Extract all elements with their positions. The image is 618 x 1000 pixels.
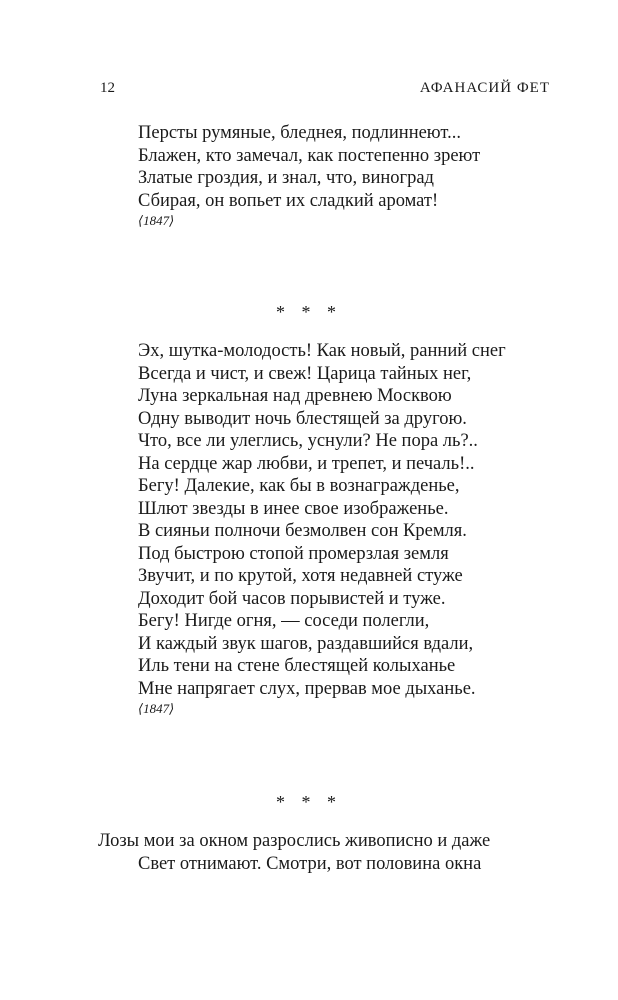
section-separator: * * * <box>276 302 342 322</box>
poem-line: Свет отнимают. Смотри, вот половина окна <box>138 853 482 874</box>
poem-line: Сбирая, он вопьет их сладкий аромат! <box>138 190 439 211</box>
poem-date: ⟨1847⟩ <box>138 701 175 716</box>
poem-line: Иль тени на стене блестящей колыханье <box>138 656 456 676</box>
running-title: АФАНАСИЙ ФЕТ <box>419 80 550 96</box>
poem-line: Златые гроздия, и знал, что, виноград <box>138 168 434 188</box>
poem-line: Шлют звезды в инее свое изображенье. <box>138 498 449 519</box>
poem-line: На сердце жар любви, и трепет, и печаль!.. <box>138 453 475 474</box>
poem-line: Блажен, кто замечал, как постепенно зреют <box>138 145 481 166</box>
poem <box>138 340 618 718</box>
poem-line: В сияньи полночи безмолвен сон Кремля. <box>138 521 467 541</box>
poem-line: Лозы мои за окном разрослись живописно и даже <box>98 831 491 851</box>
poem-date: ⟨1847⟩ <box>138 213 175 228</box>
section-separator: * * * <box>276 792 342 812</box>
poem-line: Под быстрою стопой промерзлая земля <box>138 543 449 564</box>
poem-line: Звучит, и по крутой, хотя недавней стуже <box>138 566 463 586</box>
poem-line: Мне напрягает слух, прервав мое дыханье. <box>138 678 476 699</box>
poem <box>0 830 618 875</box>
poem-line: Доходит бой часов порывистей и туже. <box>138 588 446 609</box>
page-number: 12 <box>100 80 115 96</box>
poem-line: Что, все ли улеглись, уснули? Не пора ль?.. <box>138 431 478 451</box>
poem-line: Бегу! Нигде огня, — соседи полегли, <box>138 611 430 631</box>
poem-line: Персты румяные, бледнея, подлиннеют... <box>138 123 461 143</box>
poem-line: И каждый звук шагов, раздавшийся вдали, <box>138 633 474 654</box>
poem-line: Всегда и чист, и свеж! Царица тайных нег, <box>138 363 472 384</box>
poem-fragment <box>138 122 618 230</box>
poem-line: Бегу! Далекие, как бы в вознагражденье, <box>138 476 460 496</box>
poem-line: Луна зеркальная над древнею Москвою <box>138 386 452 406</box>
poem-line: Эх, шутка-молодость! Как новый, ранний снег <box>138 341 506 361</box>
page-header <box>100 80 550 102</box>
poem-line: Одну выводит ночь блестящей за другою. <box>138 408 467 429</box>
